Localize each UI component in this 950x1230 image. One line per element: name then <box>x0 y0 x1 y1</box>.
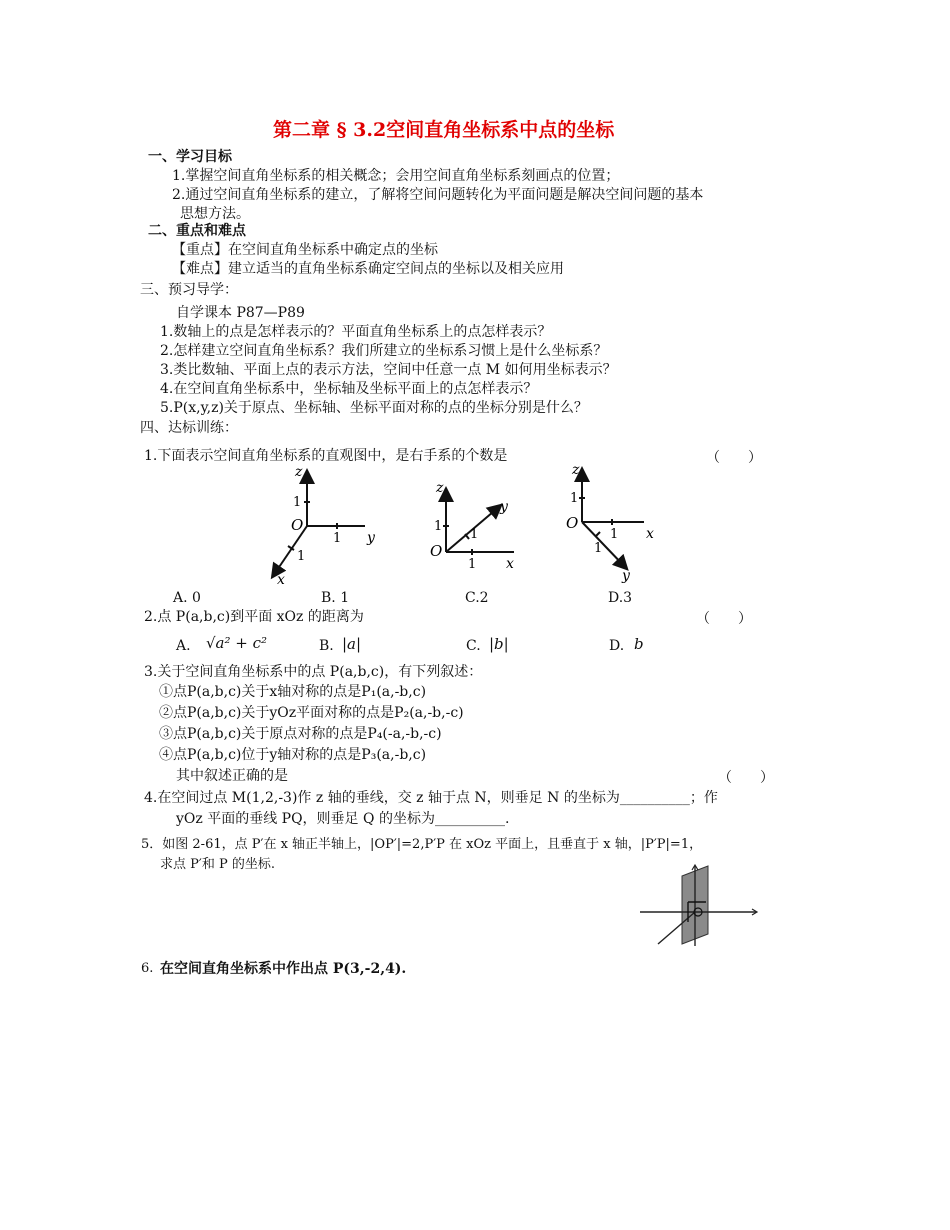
page-title: 第二章 § 3.2空间直角坐标系中点的坐标 <box>273 119 615 141</box>
problem-1-answer-blank: （ ） <box>706 450 762 466</box>
problem-3-statement-4: ④点P(a,b,c)位于y轴对称的点是P₃(a,-b,c) <box>159 747 427 763</box>
problem-2-option-c-label: C. <box>466 638 481 654</box>
y-label: y <box>622 568 630 584</box>
problem-1-option-d: D.3 <box>608 590 633 606</box>
x-label: x <box>506 556 514 572</box>
y-axis <box>582 522 626 568</box>
problem-3-conclusion: 其中叙述正确的是 <box>176 768 288 784</box>
tick-label: 1 <box>570 491 579 506</box>
problem-2-option-d-label: D. <box>609 638 625 654</box>
section-heading-keypoints: 二、重点和难点 <box>148 223 246 239</box>
x-label: x <box>277 572 285 587</box>
origin-label: O <box>566 514 579 532</box>
preview-question-5: 5.P(x,y,z)关于原点、坐标轴、坐标平面对称的点的坐标分别是什么？ <box>160 400 588 416</box>
objective-2-cont: 思想方法。 <box>180 206 250 222</box>
problem-2-option-a-label: A. <box>176 638 191 654</box>
tick-label: 1 <box>333 531 342 546</box>
problem-2-option-b-expr: |a| <box>342 635 362 653</box>
preview-question-1: 1.数轴上的点是怎样表示的？平面直角坐标系上的点怎样表示？ <box>160 324 552 340</box>
problem-2-option-b-label: B. <box>319 638 334 654</box>
figure-axes-c <box>560 462 670 587</box>
problem-5-line-2: 求点 P′和 P 的坐标. <box>160 857 275 872</box>
tick-label: 1 <box>468 557 477 572</box>
problem-4-line-2: yOz 平面的垂线 PQ，则垂足 Q 的坐标为__________. <box>176 811 510 827</box>
origin-label: O <box>430 542 443 560</box>
problem-2-option-a-expr: √a² + c² <box>206 634 268 652</box>
z-label: z <box>436 480 444 496</box>
x-label: x <box>646 526 654 542</box>
y-label: y <box>367 530 375 546</box>
preview-question-3: 3.类比数轴、平面上点的表示方法，空间中任意一点 M 如何用坐标表示？ <box>160 362 617 378</box>
problem-6-number: 6. <box>141 961 154 976</box>
problem-1-option-a: A. 0 <box>173 590 201 606</box>
problem-1-option-b: B. 1 <box>321 590 350 606</box>
figure-axes-b <box>420 478 530 578</box>
y-label: y <box>500 499 508 515</box>
tick-label: 1 <box>610 527 619 542</box>
key-point: 【重点】在空间直角坐标系中确定点的坐标 <box>172 242 438 258</box>
section-heading-exercises: 四、达标训练： <box>140 420 238 436</box>
section-heading-preview: 三、预习导学： <box>140 282 238 298</box>
problem-5-line-1: 5．如图 2-61，点 P′在 x 轴正半轴上，|OP′|=2,P′P 在 xOz 平面上，且垂直于 x 轴，|P′P|=1， <box>141 837 703 852</box>
objective-1: 1.掌握空间直角坐标系的相关概念；会用空间直角坐标系刻画点的位置； <box>172 168 620 184</box>
objective-2: 2.通过空间直角坐标系的建立，了解将空间问题转化为平面问题是解决空间问题的基本 <box>172 187 704 203</box>
problem-2-option-d-expr: b <box>634 635 644 653</box>
problem-1-option-c: C.2 <box>465 590 489 606</box>
preview-question-4: 4.在空间直角坐标系中，坐标轴及坐标平面上的点怎样表示？ <box>160 381 538 397</box>
problem-2-answer-blank: （ ） <box>696 611 752 627</box>
problem-3-statement-3: ③点P(a,b,c)关于原点对称的点是P₄(-a,-b,-c) <box>159 726 442 742</box>
section-heading-objectives: 一、学习目标 <box>148 149 232 165</box>
figure-axes-a <box>255 462 385 587</box>
problem-6-text: 在空间直角坐标系中作出点 P(3,-2,4). <box>160 961 407 977</box>
tick-label: 1 <box>297 549 306 564</box>
origin-label: O <box>291 516 304 534</box>
problem-1-text: 1.下面表示空间直角坐标系的直观图中，是右手系的个数是 <box>144 448 508 464</box>
difficult-point: 【难点】建立适当的直角坐标系确定空间点的坐标以及相关应用 <box>172 261 564 277</box>
problem-2-option-c-expr: |b| <box>489 635 509 653</box>
figure-2-61 <box>636 862 766 952</box>
tick-label: 1 <box>594 541 603 556</box>
preview-question-2: 2.怎样建立空间直角坐标系？我们所建立的坐标系习惯上是什么坐标系？ <box>160 343 608 359</box>
z-label: z <box>572 462 580 478</box>
problem-2-text: 2.点 P(a,b,c)到平面 xOz 的距离为 <box>144 609 364 625</box>
tick-label: 1 <box>434 519 443 534</box>
tick-label: 1 <box>293 495 302 510</box>
problem-3-statement-1: ①点P(a,b,c)关于x轴对称的点是P₁(a,-b,c) <box>159 684 427 700</box>
problem-3-text: 3.关于空间直角坐标系中的点 P(a,b,c)，有下列叙述： <box>144 664 483 680</box>
problem-3-answer-blank: （ ） <box>718 770 774 786</box>
problem-3-statement-2: ②点P(a,b,c)关于yOz平面对称的点是P₂(a,-b,-c) <box>159 705 464 721</box>
z-label: z <box>295 464 303 480</box>
self-study-pages: 自学课本 P87—P89 <box>176 305 305 321</box>
tick-label: 1 <box>470 527 479 542</box>
problem-4-line-1: 4.在空间过点 M(1,2,-3)作 z 轴的垂线，交 z 轴于点 N，则垂足 N 的坐标为__________；作 <box>144 790 718 806</box>
